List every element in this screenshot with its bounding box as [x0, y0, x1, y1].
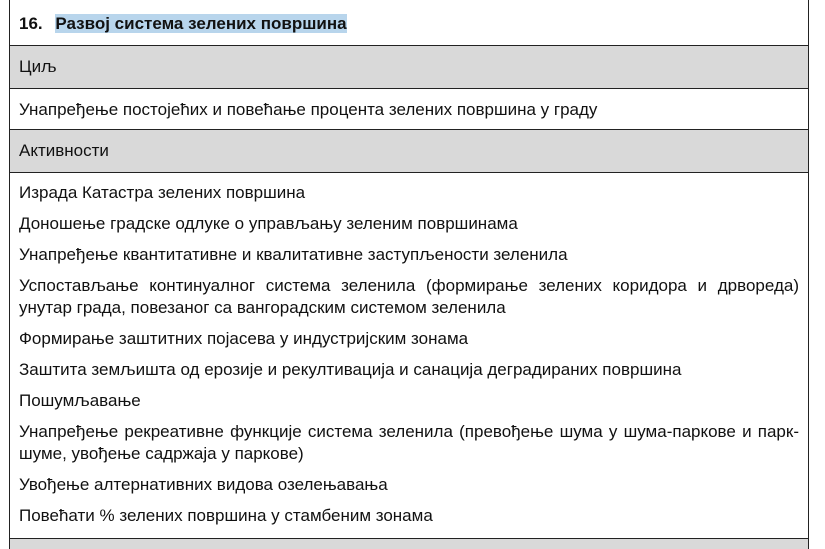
activities-header: Активности [19, 141, 109, 160]
activity-item: Пошумљавање [19, 391, 141, 410]
activity-item: Доношење градске одлуке о управљању зеленим површинама [19, 214, 518, 233]
activities-list [10, 173, 808, 539]
activity-item: Заштита земљишта од ерозије и рекултивација и санација деградираних површина [19, 360, 682, 379]
activity-item: Повећати % зелених површина у стамбеним зонама [19, 506, 433, 525]
goal-text-row [10, 89, 808, 130]
document-table [9, 0, 809, 549]
activity-item: Формирање заштитних појасева у индустријским зонама [19, 329, 469, 348]
section-number: 16. [19, 14, 43, 33]
activity-item: Унапређење рекреативне функције система зеленила (превођење шума у шума-паркове и парк-шуме, увођење садржаја у паркове) [19, 422, 799, 463]
goal-header-row [10, 46, 808, 89]
activities-header-row [10, 130, 808, 173]
goal-header: Циљ [19, 57, 57, 76]
activity-item: Унапређење квантитативне и квалитативне заступљености зеленила [19, 245, 568, 264]
goal-text: Унапређење постојећих и повећање процента зелених површина у граду [19, 100, 598, 119]
activity-item: Израда Катастра зелених површина [19, 183, 306, 202]
activity-item: Успостављање континуалног система зеленила (формирање зелених коридора и дрвореда) унутар града, повезаног са вангорадским системом зеленила [19, 276, 799, 317]
activity-item: Увођење алтернативних видова озелењавања [19, 475, 388, 494]
section-title-row [10, 0, 808, 46]
next-gray-row [10, 539, 808, 549]
section-title[interactable]: Развој система зелених површина [55, 14, 347, 33]
